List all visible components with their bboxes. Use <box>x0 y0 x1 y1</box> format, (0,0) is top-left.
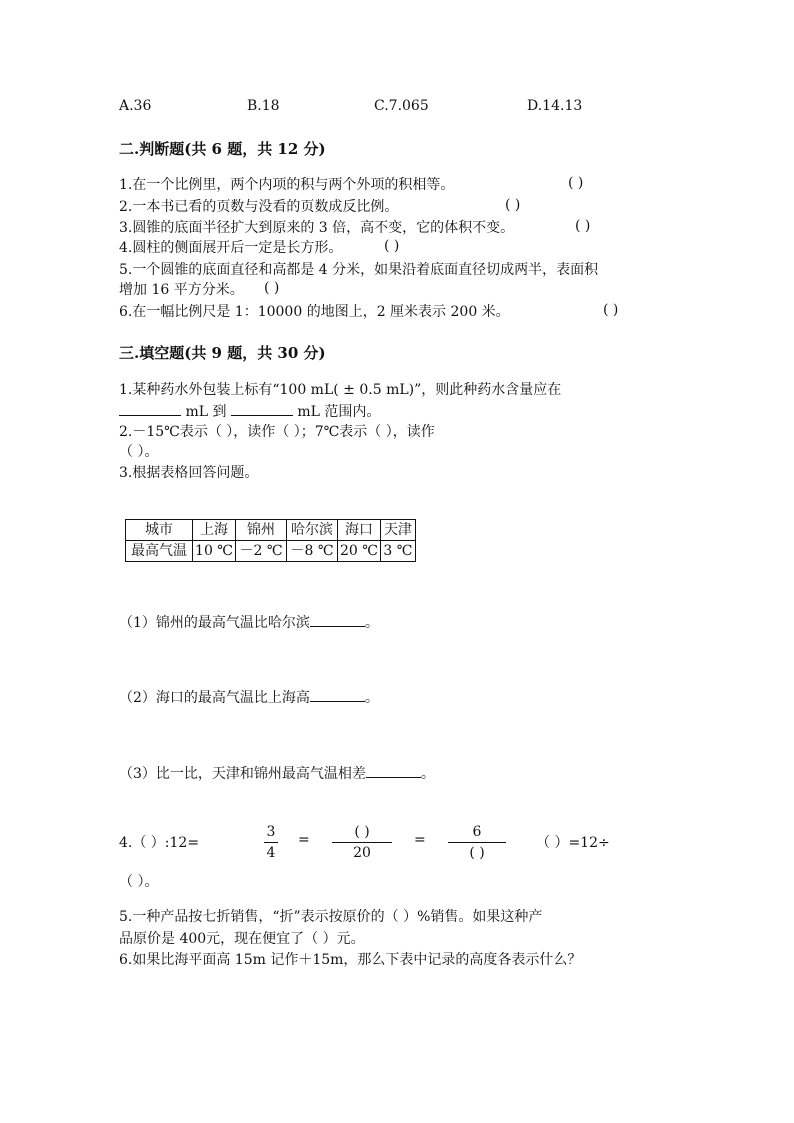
fill-q4-line2: （ ）。 <box>119 874 159 890</box>
period: 。 <box>420 766 435 782</box>
table-cell: －2 ℃ <box>236 541 287 562</box>
judge-paren-6: ( ) <box>603 302 619 318</box>
answer-blank[interactable] <box>119 401 181 416</box>
judge-item-text: 6.在一幅比例尺是 1：10000 的地图上，2 厘米表示 200 米。 <box>119 304 510 320</box>
choice-a: A.36 <box>119 98 152 114</box>
equals-sign: = <box>414 832 426 848</box>
fraction-bar <box>264 842 278 843</box>
answer-blank[interactable] <box>310 612 365 627</box>
table-row <box>126 541 416 562</box>
fill-q2-line1: 2.－15℃表示（ ），读作（ ）；7℃表示（ ），读作 <box>119 424 435 440</box>
choice-b: B.18 <box>247 98 280 114</box>
fill-q3-sub3 <box>119 763 435 784</box>
fill-q3-sub1-text: （1）锦州的最高气温比哈尔滨 <box>119 615 310 631</box>
table-cell: 3 ℃ <box>380 541 415 562</box>
fill-q6: 6.如果比海平面高 15m 记作＋15m，那么下表中记录的高度各表示什么？ <box>119 952 582 968</box>
fill-q3-sub1 <box>119 612 379 633</box>
period: 。 <box>364 615 379 631</box>
judge-paren-4: ( ) <box>384 238 400 254</box>
choice-d: D.14.13 <box>527 98 583 114</box>
fill-q1-line2 <box>119 401 380 422</box>
judge-item-text: 2.一本书已看的页数与没看的页数成反比例。 <box>119 199 399 215</box>
table-cell: 城市 <box>126 520 193 541</box>
fill-q1-unit-b: mL 范围内。 <box>297 404 381 420</box>
table-cell: 最高气温 <box>126 541 193 562</box>
judge-item-5-cont <box>119 280 244 300</box>
fill-q1-unit-a: mL 到 <box>185 404 227 420</box>
fraction-blank-20 <box>332 823 392 862</box>
fraction-numerator: 3 <box>266 824 276 840</box>
fraction-3-4 <box>264 823 278 862</box>
judge-paren-3: ( ) <box>575 218 591 234</box>
judge-item-3 <box>119 218 514 238</box>
fill-q2-line2: （ ）。 <box>119 444 159 460</box>
fill-q3-sub3-text: （3）比一比，天津和锦州最高气温相差 <box>119 766 366 782</box>
judge-item-6 <box>119 302 510 322</box>
fraction-numerator: 6 <box>472 824 482 840</box>
judge-item-text: 4.圆柱的侧面展开后一定是长方形。 <box>119 240 343 256</box>
table-cell: 20 ℃ <box>338 541 381 562</box>
judge-item-4 <box>119 238 342 258</box>
fill-q3-intro: 3.根据表格回答问题。 <box>119 465 259 481</box>
section-2-title: 二.判断题(共 6 题，共 12 分) <box>119 140 326 158</box>
choice-c: C.7.065 <box>374 98 429 114</box>
answer-blank[interactable] <box>366 763 421 778</box>
fraction-bar <box>332 842 392 843</box>
table-cell: 天津 <box>380 520 415 541</box>
temperature-table <box>125 519 416 562</box>
table-cell: 10 ℃ <box>193 541 236 562</box>
fraction-denominator: 20 <box>353 845 371 861</box>
judge-item-text: 1.在一个比例里，两个内项的积与两个外项的积相等。 <box>119 177 455 193</box>
judge-item-1 <box>119 175 454 195</box>
judge-paren-1: ( ) <box>568 175 584 191</box>
judge-paren-2: ( ) <box>505 197 521 213</box>
judge-item-text: 增加 16 平方分米。 <box>119 282 244 298</box>
fraction-bar <box>448 842 506 843</box>
table-cell: 哈尔滨 <box>287 520 338 541</box>
judge-item-text: 3.圆锥的底面半径扩大到原来的 3 倍，高不变，它的体积不变。 <box>119 220 515 236</box>
fill-q4-tail: （ ）=12÷ <box>536 835 610 851</box>
fill-q1-line1: 1.某种药水外包装上标有“100 mL( ± 0.5 mL)”，则此种药水含量应在 <box>119 382 562 398</box>
judge-item-5 <box>119 260 598 280</box>
judge-item-2 <box>119 197 398 217</box>
fraction-6-blank <box>448 823 506 862</box>
section-3-title: 三.填空题(共 9 题，共 30 分) <box>119 344 326 362</box>
judge-item-text: 5.一个圆锥的底面直径和高都是 4 分米，如果沿着底面直径切成两半，表面积 <box>119 262 599 278</box>
table-header-row <box>126 520 416 541</box>
table-cell: －8 ℃ <box>287 541 338 562</box>
fill-q5-line1: 5.一种产品按七折销售，“折”表示按原价的（ ）%销售。如果这种产 <box>119 909 543 925</box>
fill-q3-sub2 <box>119 687 379 708</box>
table-cell: 锦州 <box>236 520 287 541</box>
equals-sign: = <box>298 832 310 848</box>
period: 。 <box>364 690 379 706</box>
fraction-denominator[interactable]: ( ) <box>469 845 485 861</box>
table-cell: 海口 <box>338 520 381 541</box>
fill-q5-line2: 品原价是 400元，现在便宜了（ ）元。 <box>119 931 365 947</box>
answer-blank[interactable] <box>310 687 365 702</box>
judge-paren-5: ( ) <box>264 280 280 296</box>
fill-q3-sub2-text: （2）海口的最高气温比上海高 <box>119 690 310 706</box>
table-cell: 上海 <box>193 520 236 541</box>
fraction-numerator[interactable]: ( ) <box>354 824 370 840</box>
fraction-denominator: 4 <box>266 845 276 861</box>
answer-blank[interactable] <box>231 401 293 416</box>
fill-q4-start: 4.（ ）:12= <box>119 835 200 851</box>
